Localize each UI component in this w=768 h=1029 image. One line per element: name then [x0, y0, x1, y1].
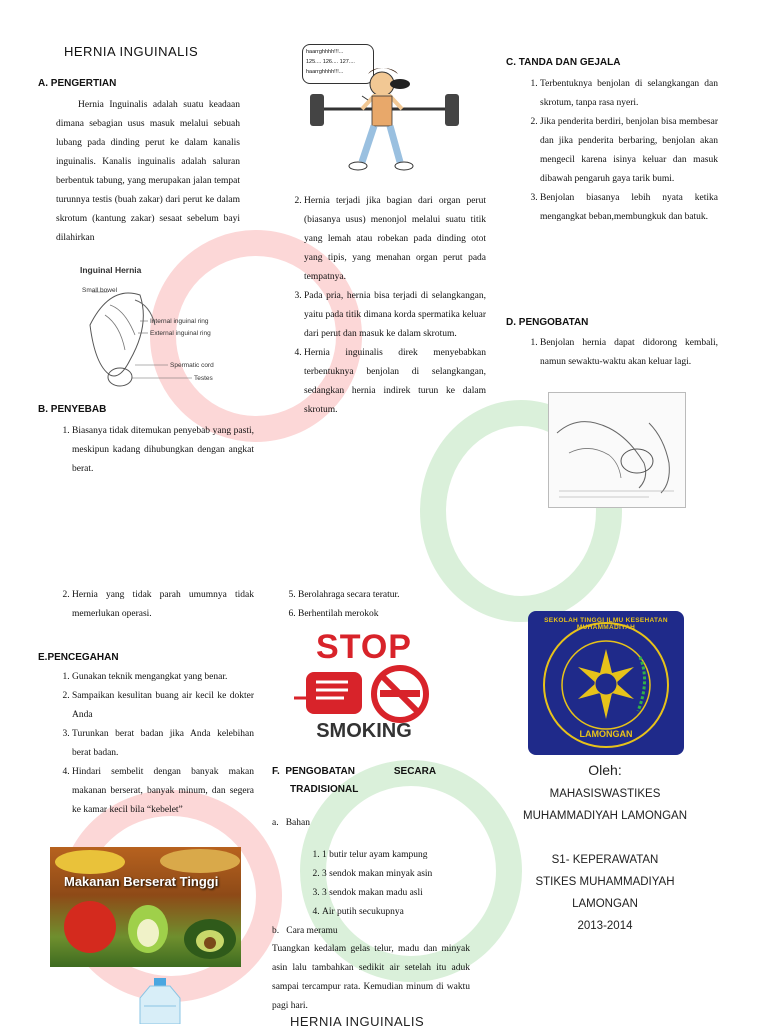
stop-smoking-sign [288, 628, 438, 746]
inguinal-hernia-diagram [80, 265, 240, 390]
column5-list [284, 586, 484, 624]
high-fiber-food-image [50, 847, 241, 967]
section-f-heading-2: TRADISIONAL [290, 784, 359, 795]
brochure-title: HERNIA INGUINALIS [64, 44, 199, 59]
list-item: 2. Hernia yang tidak parah umumnya tidak memerlukan operasi. [72, 586, 254, 624]
label-small-bowel: Small bowel [82, 287, 118, 294]
list-item: 3. 3 sendok makan madu asli [322, 884, 484, 903]
label-external-ring: External inguinal ring [150, 330, 211, 337]
list-item: 3. Turunkan berat badan jika Anda kelebihan berat badan. [72, 725, 254, 763]
footer-title: HERNIA INGUINALIS [290, 1014, 425, 1029]
logo-ring-text: SEKOLAH TINGGI ILMU KESEHATAN MUHAMMADIYAH [544, 617, 668, 631]
section-b-heading: B. PENYEBAB [38, 404, 107, 415]
list-item: 1. 1 butir telur ayam kampung [322, 846, 484, 865]
section-b-list [58, 422, 254, 479]
list-item: 1. Gunakan teknik mengangkat yang benar. [72, 668, 254, 687]
speech-bubble: haarrghhhh!!!... 125.... 126.... 127.... haarrghhhh!!!... [302, 44, 374, 84]
section-f-heading: F. PENGOBATAN SECARA [272, 766, 437, 777]
list-item: 1. Terbentuknya benjolan di selangkangan dan skrotum, tanpa rasa nyeri. [540, 75, 718, 113]
author-line-2: MUHAMMADIYAH LAMONGAN [523, 810, 687, 822]
label-spermatic-cord: Spermatic cord [170, 362, 214, 369]
list-item: 3. Pada pria, hernia bisa terjadi di selangkangan, yaitu pada titik dimana korda spermatika keluar dari perut dan masuk ke dalam skrotum. [304, 287, 486, 344]
list-item: 4. Hernia inguinalis direk menyebabkan terbentuknya benjolan di selangkangan, sedangkan hernia indirek turun ke dalam skrotum. [304, 344, 486, 420]
list-item: 2. 3 sendok makan minyak asin [322, 865, 484, 884]
section-e-heading: E.PENCEGAHAN [38, 652, 119, 663]
anatomy-drawing [80, 265, 240, 390]
list-item: 5. Berolahraga secara teratur. [298, 586, 484, 605]
section-d-heading: D. PENGOBATAN [506, 317, 589, 328]
list-item: 1. Biasanya tidak ditemukan penyebab yang pasti, meskipun kadang dihubungkan dengan angkat berat. [72, 422, 254, 479]
column2-list [290, 192, 486, 420]
oleh-label: Oleh: [588, 762, 622, 778]
label-internal-ring: Internal inguinal ring [150, 318, 209, 325]
section-a-heading: A. PENGERTIAN [38, 78, 117, 89]
year-line: 2013-2014 [577, 920, 633, 932]
list-item: 2. Jika penderita berdiri, benjolan bisa membesar dan jika penderita berbaring, benjolan akan mengecil karena isinya keluar dan masuk dibawah pengaruh gaya tarik bumi. [540, 113, 718, 189]
section-c-list [526, 75, 718, 227]
list-item: 4. Hindari sembelit dengan banyak makan makanan berserat, banyak minum, dan segera ke kamar kecil bila “kebelet” [72, 763, 254, 820]
label-testes: Testes [194, 375, 213, 382]
lifter-drawing [302, 44, 472, 179]
hernia-reduction-figure [548, 392, 686, 508]
institution-line-2: LAMONGAN [572, 898, 638, 910]
cara-text: Tuangkan kedalam gelas telur, madu dan minyak asin lalu tambahkan sedikit air setelah itu aduk sampai tercampur rata. Kemudian minum di waktu pagi hari. [272, 944, 470, 1011]
list-item: 3. Benjolan biasanya lebih nyata ketika mengangkat beban,membungkuk dan batuk. [540, 189, 718, 227]
smoking-text: SMOKING [316, 720, 412, 742]
bottle-drawing [120, 976, 202, 1024]
list-item: 2. Hernia terjadi jika bagian dari organ perut (biasanya usus) menonjol melalui suatu titik yang lemah atau robekan pada dinding otot yang tipis, yang menahan organ perut pada tempatnya. [304, 192, 486, 287]
stop-text: STOP [316, 628, 412, 666]
logo-bottom-text: LAMONGAN [579, 729, 633, 739]
hand-drawing [549, 393, 685, 507]
diagram-title: Inguinal Hernia [80, 265, 142, 275]
section-a-text: Hernia Inguinalis adalah suatu keadaan dimana sebagian usus masuk melalui sebuah lubang pada dinding perut ke dalam kanalis inguinalis. Kanalis inguinalis adalah saluran berbentuk tabung, yang merupakan jalan tempat turunnya testis (buah zakar) dari perut ke dalam skrotum (kantung zakar) sesaat sebelum bayi dilahirkan [56, 100, 240, 243]
section-d-list [526, 334, 718, 372]
food-drawing [50, 847, 241, 967]
list-item: 2. Sampaikan kesulitan buang air kecil ke dokter Anda [72, 687, 254, 725]
bahan-list [308, 846, 484, 922]
water-bottle-image [120, 976, 202, 1024]
column4-list [58, 586, 254, 624]
list-item: 6. Berhentilah merokok [298, 605, 484, 624]
weightlifter-illustration [302, 44, 472, 179]
section-e-list [58, 668, 254, 820]
list-item: 1. Benjolan hernia dapat didorong kembali, namun sewaktu-waktu akan keluar lagi. [540, 334, 718, 372]
institution-line-1: STIKES MUHAMMADIYAH [535, 876, 675, 888]
list-item: 4. Air putih secukupnya [322, 903, 484, 922]
cara-heading: b. Cara meramu [272, 926, 338, 936]
bahan-heading: a. Bahan [272, 818, 310, 828]
section-c-heading: C. TANDA DAN GEJALA [506, 57, 621, 68]
stikes-logo [528, 611, 684, 755]
program-line: S1- KEPERAWATAN [551, 854, 659, 866]
food-caption: Makanan Berserat Tinggi [64, 874, 219, 889]
author-line-1: MAHASISWASTIKES [549, 788, 661, 800]
